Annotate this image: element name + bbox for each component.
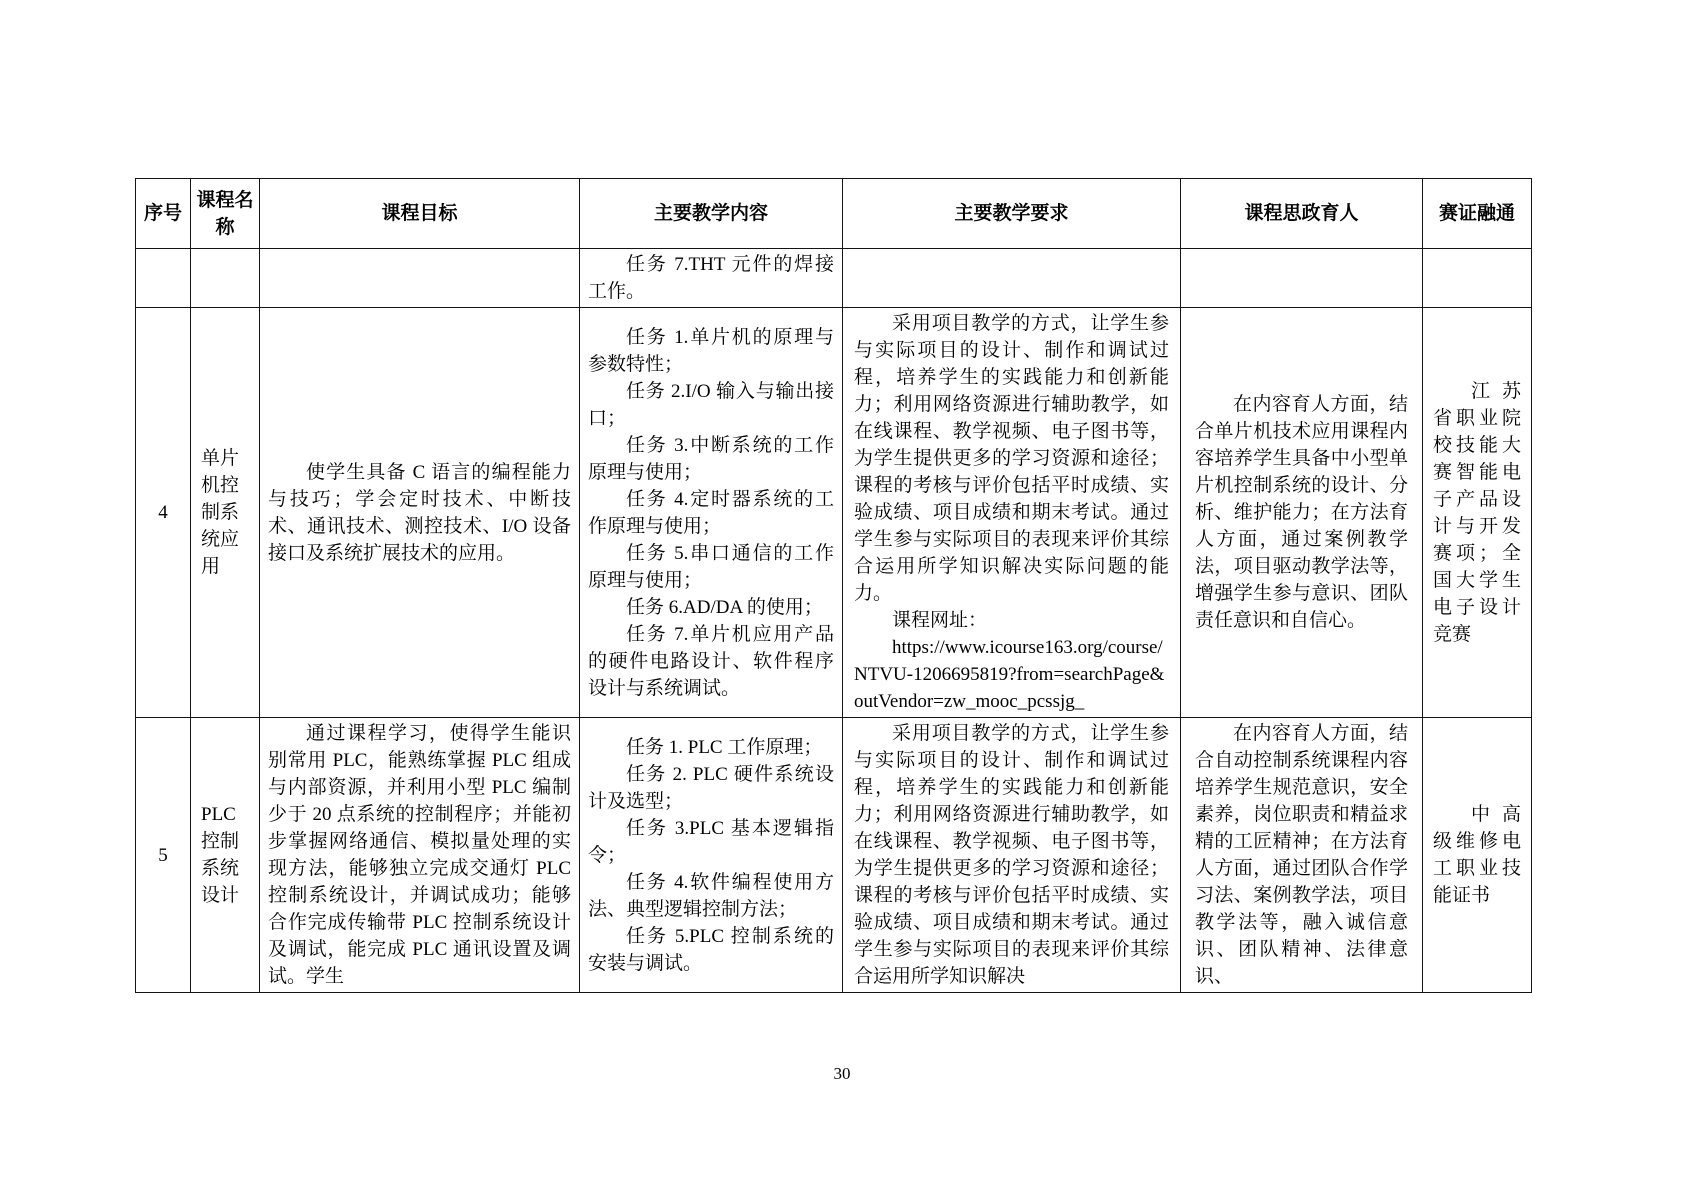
cell-teaching-requirements: [843, 308, 1181, 718]
cell-course-name: [191, 308, 260, 718]
paragraph: 任务 1.单片机的原理与参数特性；: [588, 326, 834, 375]
table-row-course-4: [136, 308, 1532, 718]
paragraph: 任务 4.软件编程使用方法、典型逻辑控制方法；: [588, 871, 834, 920]
paragraph: 在内容育人方面，结合单片机技术应用课程内容培养学生具备中小型单片机控制系统的设计、分析、维护能力；在方法育人方面，通过案例教学法，项目驱动教学法等，增强学生参与意识、团队责任意识和自信心。: [1195, 394, 1408, 631]
cell-seq: 4: [136, 308, 191, 718]
cell-seq: [136, 249, 191, 308]
course-name-text: PLC控制系统设计: [201, 804, 240, 906]
paragraph: 课程网址：: [892, 610, 988, 631]
cell-certification: [1423, 249, 1532, 308]
cell-teaching-requirements: [843, 718, 1181, 993]
cell-certification: [1423, 718, 1532, 993]
paragraph: 任务 1. PLC 工作原理；: [626, 736, 823, 758]
table-row-course-5: [136, 718, 1532, 993]
cell-teaching-content: [580, 249, 843, 308]
cell-ideology: [1181, 249, 1423, 308]
paragraph: 任务 6.AD/DA 的使用；: [626, 596, 823, 618]
cell-course-name: [191, 249, 260, 308]
paragraph: 江苏省职业院校技能大赛智能电子产品设计与开发赛项；全国大学生电子设计竞赛: [1433, 380, 1521, 645]
paragraph: 中高级维修电工职业技能证书: [1433, 804, 1521, 906]
cell-teaching-content: [580, 308, 843, 718]
cell-objectives: [260, 308, 580, 718]
paragraph: 任务 2. PLC 硬件系统设计及选型；: [588, 763, 834, 812]
header-cell-teaching-requirements: 主要教学要求: [843, 179, 1181, 249]
cell-objectives: [260, 718, 580, 993]
paragraph: 通过课程学习，使得学生能识别常用 PLC，能熟练掌握 PLC 组成与内部资源，并利用小型 PLC 编制少于 20 点系统的控制程序；并能初步掌握网络通信、模拟量处理的实现方法，能够独立完成交通灯 PLC 控制系统设计，并调试成功；能够合作完成传输带 PLC 控制系统设计及调试，能完成 PLC 通讯设置及调试。学生: [268, 723, 571, 987]
cell-course-name: [191, 718, 260, 993]
header-cell-seq: 序号: [136, 179, 191, 249]
paragraph: 任务 3.PLC 基本逻辑指令；: [588, 817, 834, 866]
paragraph: https://www.icourse163.org/course/NTVU-1206695819?from=searchPage&outVendor=zw_mooc_pcssjg_: [854, 637, 1165, 712]
paragraph: 在内容育人方面，结合自动控制系统课程内容培养学生规范意识，安全素养，岗位职责和精益求精的工匠精神；在方法育人方面，通过团队合作学习法、案例教学法，项目教学法等，融入诚信意识、团队精神、法律意识、: [1195, 723, 1408, 987]
paragraph: 任务 7.单片机应用产品的硬件电路设计、软件程序设计与系统调试。: [588, 623, 834, 699]
course-name-text: 单片机控制系统应用: [201, 448, 240, 577]
header-cell-objectives: 课程目标: [260, 179, 580, 249]
page-number: 30: [833, 1064, 851, 1083]
paragraph: 任务 4.定时器系统的工作原理与使用；: [588, 488, 834, 537]
table-header-row: [136, 179, 1532, 249]
paragraph: 任务 2.I/O 输入与输出接口；: [588, 380, 834, 429]
paragraph: 任务 5.串口通信的工作原理与使用；: [588, 542, 834, 591]
cell-teaching-requirements: [843, 249, 1181, 308]
header-cell-ideology: 课程思政育人: [1181, 179, 1423, 249]
header-cell-certification: 赛证融通: [1423, 179, 1532, 249]
paragraph: 采用项目教学的方式，让学生参与实际项目的设计、制作和调试过程，培养学生的实践能力和创新能力；利用网络资源进行辅助教学，如在线课程、教学视频、电子图书等，为学生提供更多的学习资源和途径；课程的考核与评价包括平时成绩、实验成绩、项目成绩和期末考试。通过学生参与实际项目的表现来评价其综合运用所学知识解决: [854, 723, 1169, 987]
cell-certification: [1423, 308, 1532, 718]
cell-teaching-content: [580, 718, 843, 993]
paragraph: 任务 7.THT 元件的焊接工作。: [588, 254, 834, 302]
paragraph: 采用项目教学的方式，让学生参与实际项目的设计、制作和调试过程，培养学生的实践能力和创新能力；利用网络资源进行辅助教学，如在线课程、教学视频、电子图书等，为学生提供更多的学习资源和途径；课程的考核与评价包括平时成绩、实验成绩、项目成绩和期末考试。通过学生参与实际项目的表现来评价其综合运用所学知识解决实际问题的能力。: [854, 313, 1169, 604]
paragraph: 任务 5.PLC 控制系统的安装与调试。: [588, 925, 834, 974]
paragraph: 任务 3.中断系统的工作原理与使用；: [588, 434, 834, 483]
curriculum-table: [135, 178, 1532, 993]
cell-ideology: [1181, 308, 1423, 718]
paragraph: 使学生具备 C 语言的编程能力与技巧；学会定时技术、中断技术、通讯技术、测控技术、I/O 设备接口及系统扩展技术的应用。: [268, 461, 571, 564]
cell-seq: 5: [136, 718, 191, 993]
header-cell-course-name: 课程名称: [191, 179, 260, 249]
table-row-continuation: [136, 249, 1532, 308]
cell-objectives: [260, 249, 580, 308]
cell-ideology: [1181, 718, 1423, 993]
header-cell-teaching-content: 主要教学内容: [580, 179, 843, 249]
